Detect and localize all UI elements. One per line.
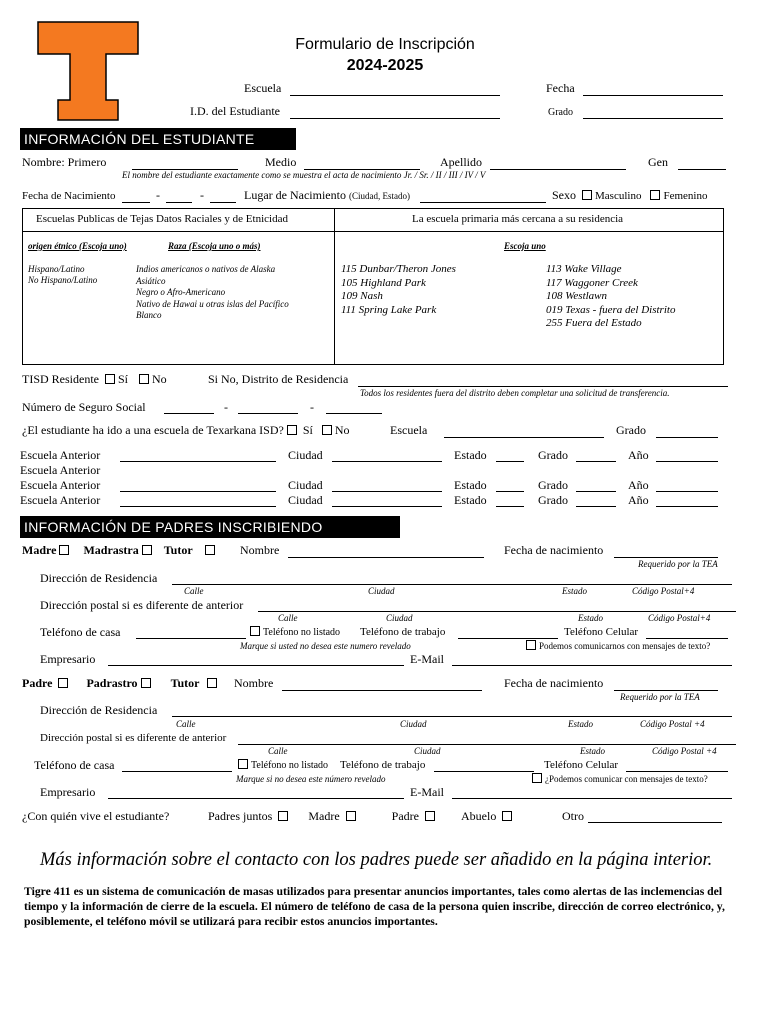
madre-postal-cp: Código Postal+4 [648,613,711,623]
prev-state-field-0[interactable] [496,461,524,462]
form-title: Formulario de Inscripción [295,36,475,53]
birthplace-label [244,188,410,203]
birthplace-hint: (Ciudad, Estado) [348,191,410,201]
texarkana-no-label: No [334,423,350,437]
padre-dir-label: Dirección de Residencia [40,703,158,717]
padre-empresario-field[interactable] [108,798,404,799]
padre-text-checkbox[interactable] [532,773,542,783]
form-year: 2024-2025 [346,57,424,74]
tisd-si-label: Sí [118,372,129,386]
birth-day-field[interactable] [166,202,192,203]
middle-name-label: Medio [265,155,297,169]
district-field[interactable] [358,386,728,387]
gen-field[interactable] [678,169,726,170]
texarkana-grade-label: Grado [616,423,646,437]
padre-ciudad: Ciudad [400,719,427,729]
sex-row [552,188,707,203]
padre-fecha-label: Fecha de nacimiento [504,676,604,690]
madre-empresario-field[interactable] [108,665,404,666]
prev-city-label-2: Ciudad [288,478,323,492]
madre-req-tea: Requerido por la TEA [638,559,718,569]
race-label: Raza (Escoja uno o más) [168,241,261,251]
school-options-1[interactable]: 115 Dunbar/Theron Jones 105 Highland Park 109 Nash 111 Spring Lake Park [341,263,456,316]
padrastro-label: Padrastro [86,676,138,690]
padre-postal-cp: Código Postal +4 [652,746,717,756]
madre-postal-label: Dirección postal si es diferente de anterior [40,598,244,612]
birthdate-label: Fecha de Nacimiento [22,190,116,202]
prev-city-label-3: Ciudad [288,493,323,507]
tutor-label: Tutor [163,543,193,557]
madre-fecha-label: Fecha de nacimiento [504,543,604,557]
padre-empresario-label: Empresario [40,785,96,799]
madre-marque: Marque si usted no desea este numero revelado [240,641,411,651]
tisd-no-checkbox[interactable] [139,374,149,384]
padre-unlisted-checkbox[interactable] [238,759,248,769]
madre-text-label: Podemos comunicarnos con mensajes de texto? [539,641,711,651]
madre-cel-label: Teléfono Celular [564,626,639,638]
student-section-header: INFORMACIÓN DEL ESTUDIANTE [20,128,296,150]
madre-postal-field[interactable] [258,611,736,612]
texarkana-si-label: Sí [302,423,313,437]
escuela-label: Escuela [244,81,282,95]
prev-state-label-3: Estado [454,493,487,507]
madre-dir-label: Dirección de Residencia [40,571,158,585]
ethnic-origin-label: origen étnico (Escoja uno) [28,241,127,251]
prev-school-field-2[interactable] [120,491,276,492]
prev-city-field-0[interactable] [332,461,442,462]
grado-label: Grado [548,107,573,118]
ssn-dash-1: - [224,400,228,414]
prev-city-field-3[interactable] [332,506,442,507]
texarkana-school-field[interactable] [444,437,604,438]
first-name-label: Nombre: Primero [22,155,107,169]
madre-work-label: Teléfono de trabajo [360,626,446,638]
district-label: Si No, Distrito de Residencia [208,372,349,386]
prev-grade-label-2: Grado [538,478,568,492]
texarkana-row [22,423,350,438]
madre-postal-calle: Calle [278,613,298,623]
padre-cp: Código Postal +4 [640,719,705,729]
prev-school-label-2: Escuela Anterior [20,478,101,492]
gen-label: Gen [648,155,668,169]
tisd-no-label: No [152,372,167,386]
male-checkbox[interactable] [582,190,592,200]
ssn-part-3[interactable] [326,413,382,414]
prev-grade-field-2[interactable] [576,491,616,492]
texarkana-no-checkbox[interactable] [322,425,332,435]
padrastro-checkbox[interactable] [141,678,151,688]
padre-work-field[interactable] [434,771,534,772]
madre-checkbox[interactable] [59,545,69,555]
padre-cel-label: Teléfono Celular [544,759,619,771]
prev-state-field-2[interactable] [496,491,524,492]
lives-padre-label: Padre [391,809,419,823]
padre-checkbox[interactable] [58,678,68,688]
lives-madre-label: Madre [308,809,340,823]
padre-tutor-checkbox[interactable] [207,678,217,688]
padre-tel-label: Teléfono de casa [34,758,115,772]
madre-nombre-label: Nombre [240,543,280,557]
madre-postal-estado: Estado [578,613,604,623]
madre-work-field[interactable] [458,638,558,639]
dash-1: - [156,188,160,202]
padre-postal-label: Dirección postal si es diferente de anterior [40,732,227,744]
prev-year-label-2: Año [628,478,649,492]
madre-label: Madre [22,543,57,557]
padre-postal-calle: Calle [268,746,288,756]
female-checkbox[interactable] [650,190,660,200]
padre-postal-estado: Estado [580,746,606,756]
last-name-field[interactable] [490,169,626,170]
padre-tel-field[interactable] [122,771,232,772]
male-label: Masculino [595,190,642,202]
fecha-label: Fecha [546,81,575,95]
name-note: El nombre del estudiante exactamente como se muestra el acta de nacimiento Jr. / Sr. / II / III / IV / V [122,170,486,180]
prev-year-field-3[interactable] [656,506,718,507]
tutor-checkbox[interactable] [205,545,215,555]
birth-year-field[interactable] [210,202,236,203]
padre-label: Padre [22,676,53,690]
madre-calle: Calle [184,586,204,596]
prev-grade-field-3[interactable] [576,506,616,507]
texarkana-grade-field[interactable] [656,437,718,438]
padre-estado: Estado [568,719,594,729]
ethnic-options[interactable]: Hispano/Latino No Hispano/Latino [28,264,98,285]
transfer-note: Todos los residentes fuera del distrito deben completar una solicitud de transferencia. [360,388,670,398]
prev-state-field-3[interactable] [496,506,524,507]
padre-unlisted [238,759,328,771]
ssn-part-1[interactable] [164,413,214,414]
prev-year-label-0: Año [628,448,649,462]
otro-label: Otro [562,809,584,823]
birthplace-text: Lugar de Nacimiento [244,188,346,202]
padre-work-label: Teléfono de trabajo [340,759,426,771]
tisd-si-checkbox[interactable] [105,374,115,384]
madre-unlisted-label: Teléfono no listado [263,627,341,638]
madre-email-field[interactable] [452,665,732,666]
padres-juntos-checkbox[interactable] [278,811,288,821]
padre-fecha-field[interactable] [614,690,718,691]
more-info-note: Más información sobre el contacto con los padres puede ser añadido en la página interior. [40,850,713,870]
madre-ciudad: Ciudad [368,586,395,596]
madre-empresario-label: Empresario [40,652,96,666]
abuelo-checkbox[interactable] [502,811,512,821]
fecha-field[interactable] [583,95,723,96]
choose-one-label: Escoja uno [504,241,546,251]
prev-grade-label-0: Grado [538,448,568,462]
prev-school-field-0[interactable] [120,461,276,462]
padre-nombre-field[interactable] [282,690,482,691]
prev-year-field-2[interactable] [656,491,718,492]
lives-madre-checkbox[interactable] [346,811,356,821]
madre-text-checkbox[interactable] [526,640,536,650]
abuelo-label: Abuelo [461,809,497,823]
race-data-title: Escuelas Publicas de Tejas Datos Raciales y de Etnicidad [36,213,288,225]
dash-2: - [200,188,204,202]
last-name-label: Apellido [440,155,482,169]
tigre-411-notice: Tigre 411 es un sistema de comunicación de masas utilizados para presentar anuncios importantes, tales como alertas de las inclemencias del tiempo y la información de cierre de la escuela. El número de teléfono de casa de la persona quien inscribe, dirección de correo electrónico, y, posiblemente, el teléfono móvil se utilizará para recibir estos anuncios importantes. [24,885,725,928]
prev-school-label-1: Escuela Anterior [20,463,101,477]
padre-unlisted-label: Teléfono no listado [251,760,329,771]
padre-tutor-label: Tutor [170,676,200,690]
prev-state-label-2: Estado [454,478,487,492]
ssn-dash-2: - [310,400,314,414]
lives-padre-checkbox[interactable] [425,811,435,821]
prev-grade-field-0[interactable] [576,461,616,462]
padre-text-label: ¿Podemos comunicar con mensajes de texto? [545,774,708,784]
madre-tel-field[interactable] [136,638,246,639]
padre-dir-field[interactable] [172,716,732,717]
madre-text-msg [526,640,710,651]
prev-state-label-0: Estado [454,448,487,462]
texarkana-school-label: Escuela [390,423,428,437]
madre-row [22,543,218,558]
prev-school-field-3[interactable] [120,506,276,507]
madre-unlisted-checkbox[interactable] [250,626,260,636]
madre-dir-field[interactable] [172,584,732,585]
student-id-label: I.D. del Estudiante [190,104,280,118]
lives-with-options [208,809,515,824]
tisd-label: TISD Residente [22,372,99,386]
prev-school-label-0: Escuela Anterior [20,448,101,462]
madrastra-label: Madrastra [83,543,139,557]
madrastra-checkbox[interactable] [142,545,152,555]
madre-unlisted [250,626,340,638]
padre-marque: Marque si no desea este número revelado [236,774,386,784]
padre-calle: Calle [176,719,196,729]
sex-label: Sexo [552,188,576,202]
texarkana-si-checkbox[interactable] [287,425,297,435]
madre-estado: Estado [562,586,588,596]
madre-tel-label: Teléfono de casa [40,625,121,639]
grado-field[interactable] [583,118,723,119]
escuela-field[interactable] [290,95,500,96]
prev-year-field-0[interactable] [656,461,718,462]
otro-field[interactable] [588,822,722,823]
parents-section-header: INFORMACIÓN DE PADRES INSCRIBIENDO [20,516,400,538]
padre-cel-field[interactable] [626,771,728,772]
prev-city-field-2[interactable] [332,491,442,492]
ssn-label: Número de Seguro Social [22,400,146,414]
madre-cel-field[interactable] [646,638,728,639]
madre-postal-ciudad: Ciudad [386,613,413,623]
padre-text-msg [532,773,708,784]
padre-nombre-label: Nombre [234,676,274,690]
student-id-field[interactable] [290,118,500,119]
birth-month-field[interactable] [122,202,150,203]
female-label: Femenino [663,190,708,202]
ssn-part-2[interactable] [238,413,298,414]
prev-year-label-3: Año [628,493,649,507]
birthplace-field[interactable] [420,202,546,203]
race-options[interactable]: Indios americanos o nativos de Alaska Asiático Negro o Afro-Americano Nativo de Hawai u otras islas del Pacífico Blanco [136,264,289,320]
tisd-row [22,372,167,387]
texarkana-label: ¿El estudiante ha ido a una escuela de Texarkana ISD? [22,423,284,437]
prev-school-label-3: Escuela Anterior [20,493,101,507]
padre-postal-field[interactable] [238,744,736,745]
padre-req-tea: Requerido por la TEA [620,692,700,702]
prev-city-label-0: Ciudad [288,448,323,462]
madre-fecha-field[interactable] [614,557,718,558]
padre-postal-ciudad: Ciudad [414,746,441,756]
prev-grade-label-3: Grado [538,493,568,507]
box-title-rule [22,231,724,232]
padre-row [22,676,220,691]
madre-cp: Código Postal+4 [632,586,695,596]
school-options-2[interactable]: 113 Wake Village 117 Waggoner Creek 108 Westlawn 019 Texas - fuera del Distrito 255 Fuera del Estado [546,263,676,329]
padres-juntos-label: Padres juntos [208,809,273,823]
padre-email-label: E-Mail [410,785,444,799]
lives-with-label: ¿Con quién vive el estudiante? [22,809,170,823]
padre-email-field[interactable] [452,798,732,799]
madre-nombre-field[interactable] [288,557,484,558]
nearest-school-title: La escuela primaria más cercana a su residencia [412,213,624,225]
madre-email-label: E-Mail [410,652,444,666]
